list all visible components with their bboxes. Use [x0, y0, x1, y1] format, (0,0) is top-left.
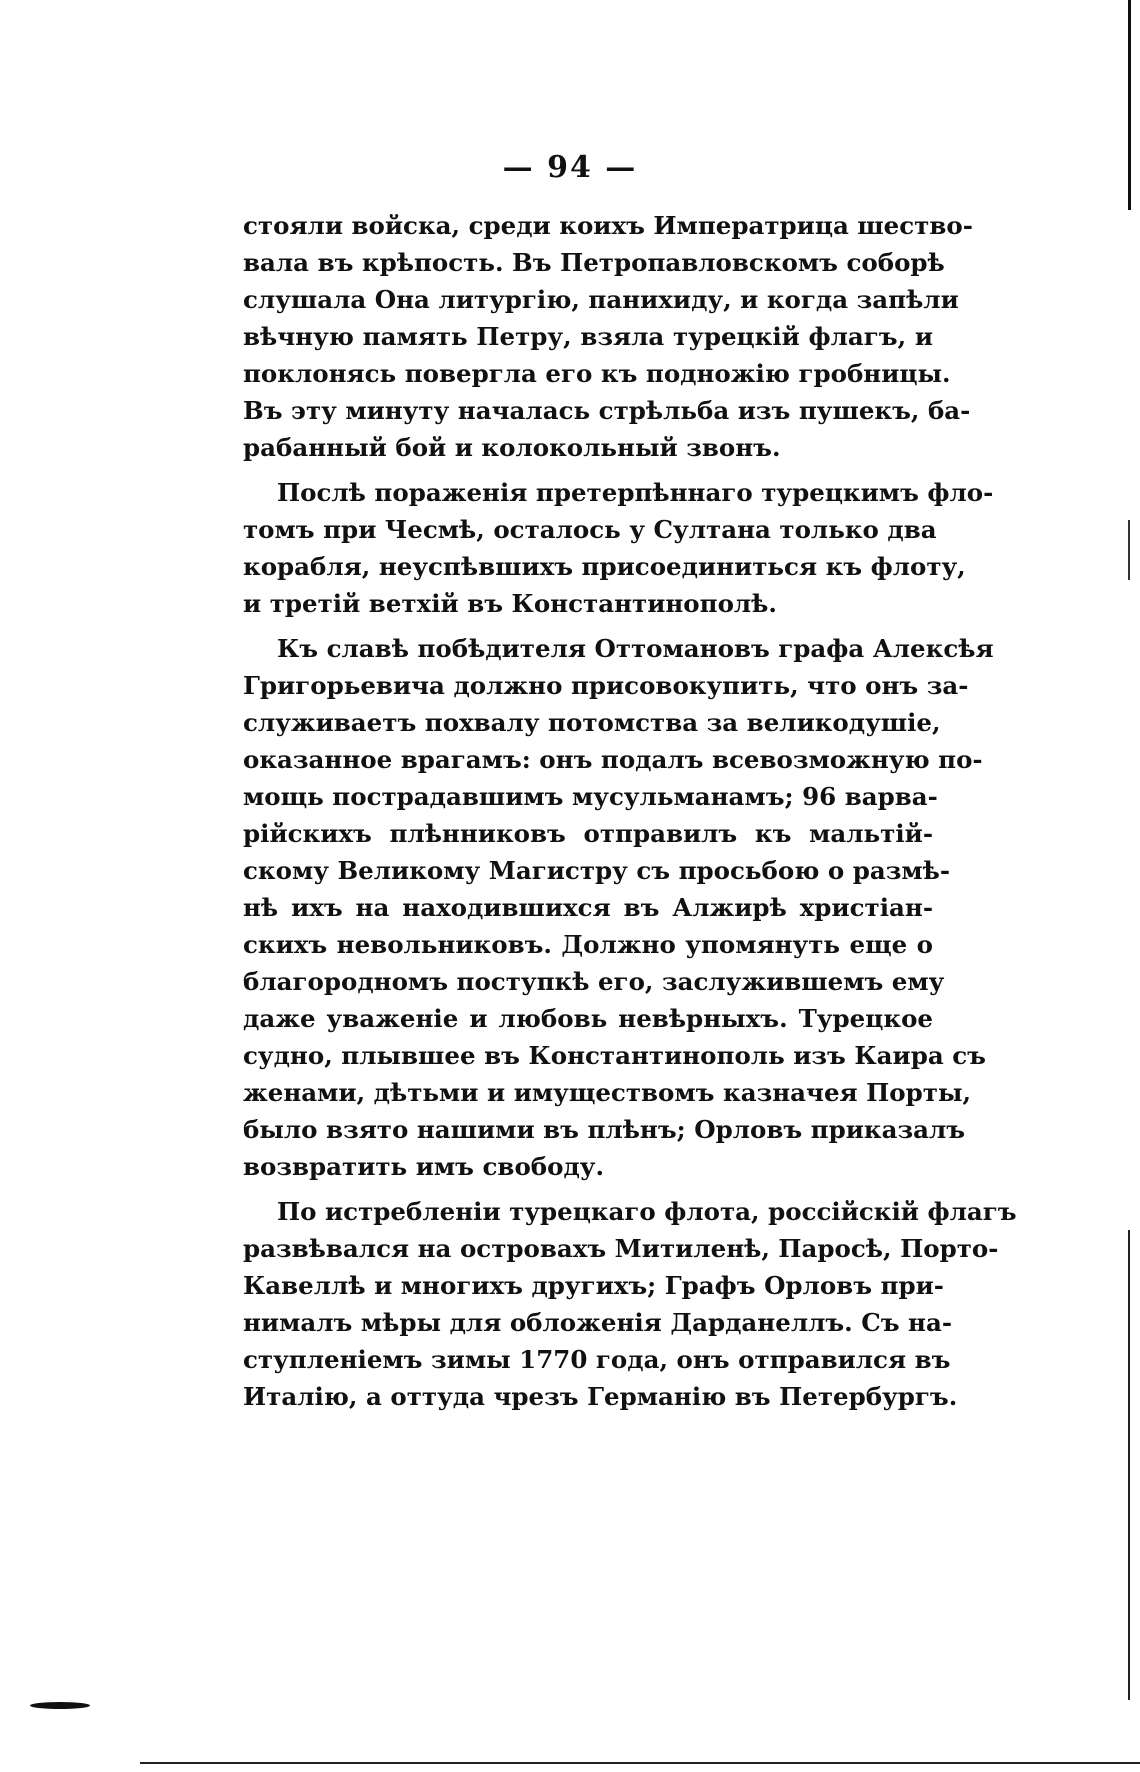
- text-line: слушала Она литургію, панихиду, и когда запѣли: [243, 285, 959, 314]
- text-line: скому Великому Магистру съ просьбою о размѣ-: [243, 856, 951, 885]
- paragraph-3: [243, 630, 994, 1185]
- text-line: нѣ ихъ на находившихся въ Алжирѣ христіан-: [243, 893, 933, 922]
- text-line: оказанное врагамъ: онъ подалъ всевозможную по-: [243, 745, 983, 774]
- text-line: рабанный бой и колокольный звонъ.: [243, 433, 781, 462]
- text-line: вала въ крѣпость. Въ Петропавловскомъ соборѣ: [243, 248, 945, 277]
- ink-smudge: [30, 1702, 90, 1709]
- text-line: развѣвался на островахъ Митиленѣ, Паросѣ, Порто-: [243, 1234, 999, 1263]
- text-line: и третій ветхій въ Константинополѣ.: [243, 589, 777, 618]
- text-line: Послѣ пораженія претерпѣннаго турецкимъ фло-: [277, 478, 994, 507]
- text-line: вѣчную память Петру, взяла турецкій флагъ, и: [243, 322, 933, 351]
- text-line: корабля, неуспѣвшихъ присоединиться къ флоту,: [243, 552, 966, 581]
- text-line: По истребленіи турецкаго флота, россійскій флагъ: [277, 1197, 1017, 1226]
- scan-edge-mark: [1128, 1230, 1130, 1700]
- text-line: мощь пострадавшимъ мусульманамъ; 96 варва-: [243, 782, 938, 811]
- text-line: Италію, а оттуда чрезъ Германію въ Петербургъ.: [243, 1382, 958, 1411]
- text-line: Кавеллѣ и многихъ другихъ; Графъ Орловъ при-: [243, 1271, 944, 1300]
- scan-bottom-edge: [140, 1762, 1140, 1764]
- page-text: [243, 207, 1017, 1415]
- text-line: возвратить имъ свободу.: [243, 1152, 605, 1181]
- paragraph-1: [243, 207, 973, 466]
- text-line: рійскихъ плѣнниковъ отправилъ къ мальтій-: [243, 819, 933, 848]
- scan-edge-mark: [1128, 520, 1130, 580]
- text-line: скихъ невольниковъ. Должно упомянуть еще о: [243, 930, 933, 959]
- text-line: было взято нашими въ плѣнъ; Орловъ приказалъ: [243, 1115, 966, 1144]
- text-line: даже уваженіе и любовь невѣрныхъ. Турецкое: [243, 1004, 933, 1033]
- text-line: томъ при Чесмѣ, осталось у Султана только два: [243, 515, 937, 544]
- text-line: Григорьевича должно присовокупить, что онъ за-: [243, 671, 969, 700]
- page-number: — 94 —: [502, 150, 638, 185]
- text-line: женами, дѣтьми и имуществомъ казначея Порты,: [243, 1078, 972, 1107]
- text-line: служиваетъ похвалу потомства за великодушіе,: [243, 708, 941, 737]
- text-line: Въ эту минуту началась стрѣльба изъ пушекъ, ба-: [243, 396, 971, 425]
- text-line: ступленіемъ зимы 1770 года, онъ отправился въ: [243, 1345, 951, 1374]
- text-line: нималъ мѣры для обложенія Дарданеллъ. Съ на-: [243, 1308, 953, 1337]
- text-line: поклонясь повергла его къ подножію гробницы.: [243, 359, 951, 388]
- text-line: Къ славѣ побѣдителя Оттомановъ графа Алексѣя: [277, 634, 994, 663]
- paragraph-2: [243, 474, 994, 622]
- text-line: стояли войска, среди коихъ Императрица шество-: [243, 211, 973, 240]
- text-line: судно, плывшее въ Константинополь изъ Каира съ: [243, 1041, 986, 1070]
- paragraph-4: [243, 1193, 1017, 1415]
- text-line: благородномъ поступкѣ его, заслужившемъ ему: [243, 967, 945, 996]
